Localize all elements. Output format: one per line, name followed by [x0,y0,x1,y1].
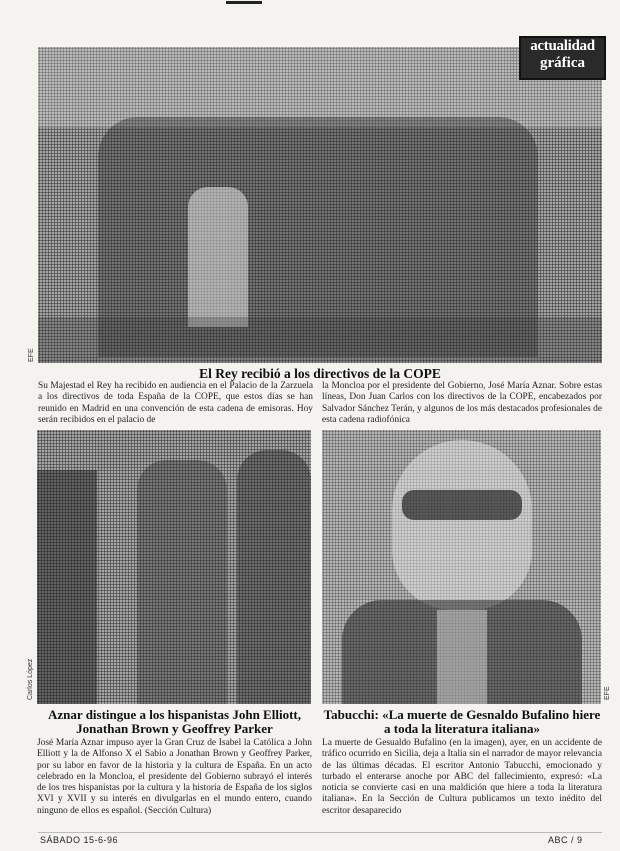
story1-body-left: Su Majestad el Rey ha recibido en audiencia en el Palacio de la Zarzuela a los directivos de toda España de la COPE, que estos días se han reunido en Madrid en una convención de esta cadena de emisoras. Hoy serán recibidos en el palacio de [38,381,313,425]
section-badge-line2: gráfica [540,55,585,71]
hispanists-photo [37,430,311,704]
story1-photo-credit: EFE [28,348,35,362]
story2-headline: Aznar distingue a los hispanistas John Elliott, Jonathan Brown y Geoffrey Parker [48,707,301,736]
story1-body-right: la Moncloa por el presidente del Gobierno, José María Aznar. Sobre estas líneas, Don Juan Carlos con los directivos de la COPE, encabezados por Salvador Sánchez Terán, y algunos de los más destacados profesionales de esta cadena radiofónica [322,381,602,425]
story3-body: La muerte de Gesualdo Bufalino (en la imagen), ayer, en un accidente de tráfico ocurrido en Sicilia, deja a Italia sin el narrador de mayor relevancia de las últimas décadas. El escritor Antonio Tabucchi, emocionado y turbado el enterarse anoche por ABC del fallecimiento, expresó: «La noticia se convierte casi en una maldición que hiere a toda la literatura italiana». En la Sección de Cultura publicamos un texto inédito del escritor desaparecido [322,738,602,816]
story3-headline: Tabucchi: «La muerte de Gesnaldo Bufalino hiere a toda la literatura italiana» [323,707,601,736]
bufalino-portrait-photo [322,430,601,704]
story2-photo-credit: Carlos López [27,658,34,700]
section-badge [519,36,606,80]
footer-page-number: ABC / 9 [548,835,583,845]
story1-headline: El Rey recibió a los directivos de la COPE [199,366,441,381]
footer-rule [38,832,602,833]
story3-photo-credit: EFE [604,686,611,700]
story2-body: José María Aznar impuso ayer la Gran Cruz de Isabel la Católica a John Elliott y la de Alfonso X el Sabio a Jonathan Brown y Geoffrey Parker, por su labor en favor de la historia y la cultura de España. En un acto celebrado en la Moncloa, el presidente del Gobierno subrayó el interés de los tres hispanistas por la cultura y la historia de España de los siglos XVI y XVII y su interés en divulgarlas en el mundo entero, cuando ninguno de ellos es español. (Sección Cultura) [37,738,312,816]
section-badge-line1: actualidad [530,38,595,54]
top-rule-mark [226,1,262,4]
footer-date: SÁBADO 15-6-96 [40,835,119,845]
cope-group-photo [38,47,602,363]
